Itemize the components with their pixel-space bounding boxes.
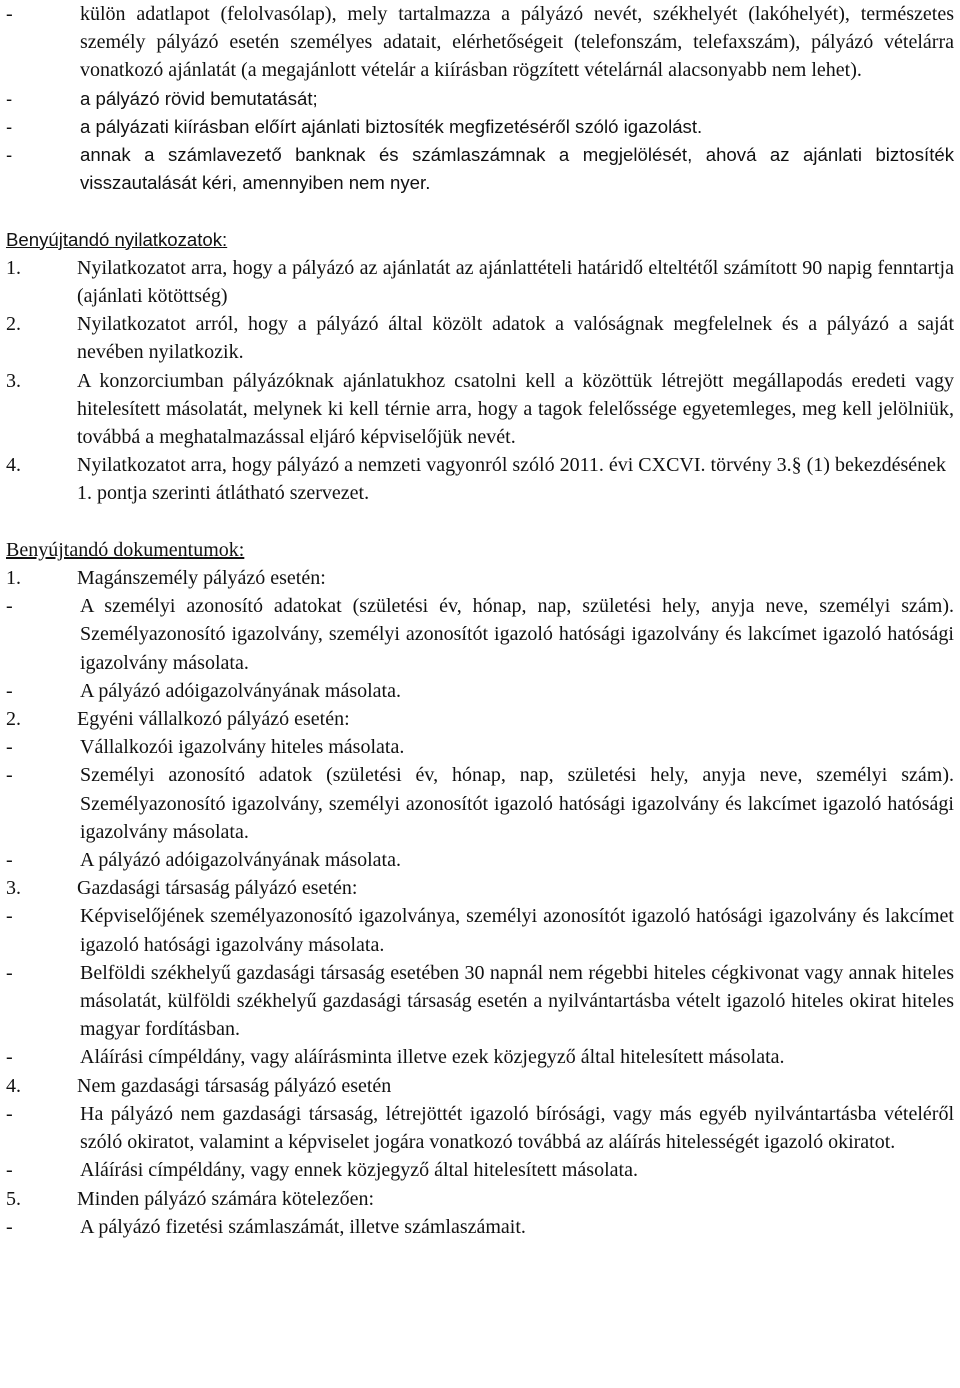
list-item xyxy=(6,959,954,1044)
item-number: 5. xyxy=(6,1187,21,1210)
declarations-heading: Benyújtandó nyilatkozatok: xyxy=(6,228,228,250)
dash-marker: - xyxy=(6,1102,13,1125)
item-number: 4. xyxy=(6,1074,21,1097)
list-item xyxy=(6,113,954,141)
list-item xyxy=(6,1156,954,1184)
list-item xyxy=(6,677,954,705)
list-item xyxy=(6,846,954,874)
item-number: 2. xyxy=(6,708,21,731)
item-number: 1. xyxy=(6,567,21,590)
numbered-item xyxy=(6,310,954,366)
dash-marker: - xyxy=(6,115,13,137)
list-item xyxy=(6,0,954,85)
spacer xyxy=(6,508,954,536)
item-number: 1. xyxy=(6,256,21,279)
list-item xyxy=(6,1100,954,1156)
group-title-text: Nem gazdasági társaság pályázó esetén xyxy=(77,1074,392,1097)
dash-marker: - xyxy=(6,961,13,984)
document-group-title xyxy=(6,705,954,733)
list-item-text: A pályázó fizetési számlaszámát, illetve számlaszámait. xyxy=(80,1215,526,1238)
list-item-text: a pályázó rövid bemutatását; xyxy=(80,87,318,109)
dash-marker: - xyxy=(6,595,13,618)
dash-marker: - xyxy=(6,1046,13,1069)
dash-marker: - xyxy=(6,1159,13,1182)
list-item-text: Személyi azonosító adatok (születési év, hónap, nap, születési hely, anyja neve, személyi szám). Személyazonosító igazolvány, személyi azonosítót igazoló hatósági igazolvány és lakcímet igazoló hatósági igazolvány másolata. xyxy=(80,764,954,843)
dash-marker: - xyxy=(6,3,13,25)
list-item-text: külön adatlapot (felolvasólap), mely tartalmazza a pályázó nevét, székhelyét (lakóhelyét), természetes személy pályázó esetén személyes adatait, elérhetőségeit (telefonszám, telefaxszám), pályázó vételárra vonatkozó ajánlatát (a megajánlott vételár a kiírásban rögzített vételárnál alacsonyabb nem lehet). xyxy=(80,3,954,82)
declarations-section xyxy=(6,226,954,508)
list-item-text: A pályázó adóigazolványának másolata. xyxy=(80,849,401,872)
list-item xyxy=(6,733,954,761)
document-group-title xyxy=(6,874,954,902)
numbered-item-text: Nyilatkozatot arra, hogy a pályázó az ajánlatát az ajánlattételi határidő elteltétől számított 90 napig fenntartja (ajánlati kötöttség) xyxy=(77,256,954,308)
dash-marker: - xyxy=(6,764,13,787)
list-item xyxy=(6,902,954,958)
document-group-title xyxy=(6,1072,954,1100)
dash-marker: - xyxy=(6,1215,13,1238)
list-item-text: Képviselőjének személyazonosító igazolványa, személyi azonosítót igazoló hatósági igazolvány és lakcímet igazoló hatósági igazolvány másolata. xyxy=(80,905,954,956)
dash-marker: - xyxy=(6,679,13,702)
documents-heading: Benyújtandó dokumentumok: xyxy=(6,538,245,561)
group-title-text: Gazdasági társaság pályázó esetén: xyxy=(77,877,358,900)
dash-marker: - xyxy=(6,849,13,872)
list-item-text: A személyi azonosító adatokat (születési év, hónap, nap, születési hely, anyja neve, személyi szám). Személyazonosító igazolvány, személyi azonosítót igazoló hatósági igazolvány és lakcímet igazoló hatósági igazolvány másolata. xyxy=(80,595,954,674)
list-item-text: Aláírási címpéldány, vagy aláírásminta illetve ezek közjegyző által hitelesített másolata. xyxy=(80,1046,785,1069)
top-list xyxy=(6,0,954,197)
numbered-item xyxy=(6,451,954,507)
list-item xyxy=(6,761,954,846)
item-number: 3. xyxy=(6,369,21,392)
list-item xyxy=(6,141,954,197)
dash-marker: - xyxy=(6,736,13,759)
spacer xyxy=(6,197,954,225)
list-item-text: A pályázó adóigazolványának másolata. xyxy=(80,679,401,702)
item-number: 2. xyxy=(6,313,21,336)
group-title-text: Minden pályázó számára kötelezően: xyxy=(77,1187,375,1210)
list-item-text: Aláírási címpéldány, vagy ennek közjegyző által hitelesített másolata. xyxy=(80,1159,638,1182)
item-number: 4. xyxy=(6,454,21,477)
documents-section xyxy=(6,536,954,1241)
numbered-item xyxy=(6,254,954,310)
list-item xyxy=(6,85,954,113)
document-group-title xyxy=(6,564,954,592)
list-item-text: Vállalkozói igazolvány hiteles másolata. xyxy=(80,736,405,759)
item-number: 3. xyxy=(6,877,21,900)
dash-marker: - xyxy=(6,144,13,166)
list-item-text: a pályázati kiírásban előírt ajánlati biztosíték megfizetéséről szóló igazolást. xyxy=(80,115,703,137)
dash-marker: - xyxy=(6,87,13,109)
list-item xyxy=(6,1213,954,1241)
numbered-item-text: Nyilatkozatot arra, hogy pályázó a nemzeti vagyonról szóló 2011. évi CXCVI. törvény 3.§ (1) bekezdésének 1. pontja szerinti átlátható szervezet. xyxy=(77,454,946,505)
numbered-item-text: A konzorciumban pályázóknak ajánlatukhoz csatolni kell a közöttük létrejött megállapodás eredeti vagy hitelesített másolatát, melynek ki kell térnie arra, hogy a tagok felelőssége egyetemleges, meg kell jelölniük, továbbá a meghatalmazással eljáró képviselőjük nevét. xyxy=(77,369,954,449)
list-item xyxy=(6,592,954,677)
dash-marker: - xyxy=(6,905,13,928)
list-item-text: Ha pályázó nem gazdasági társaság, létrejöttét igazoló bírósági, vagy más egyéb nyilvántartásba vételéről szóló okiratot, valamint a képviselet jogára vonatkozó továbbá az aláírás hitelességét igazoló okiratot. xyxy=(80,1102,954,1154)
list-item xyxy=(6,1043,954,1071)
group-title-text: Egyéni vállalkozó pályázó esetén: xyxy=(77,708,350,731)
numbered-item xyxy=(6,367,954,452)
group-title-text: Magánszemély pályázó esetén: xyxy=(77,567,326,590)
document-group-title xyxy=(6,1185,954,1213)
list-item-text: Belföldi székhelyű gazdasági társaság esetében 30 napnál nem régebbi hiteles cégkivonat vagy annak hiteles másolatát, külföldi székhelyű gazdasági társaság esetén a nyilvántartásba vételt igazoló hiteles okirat hiteles magyar fordításban. xyxy=(80,961,954,1041)
numbered-item-text: Nyilatkozatot arról, hogy a pályázó által közölt adatok a valóságnak megfelelnek és a pályázó a saját nevében nyilatkozik. xyxy=(77,313,954,364)
list-item-text: annak a számlavezető banknak és számlaszámnak a megjelölését, ahová az ajánlati biztosíték visszautalását kéri, amennyiben nem nyer. xyxy=(80,144,954,194)
